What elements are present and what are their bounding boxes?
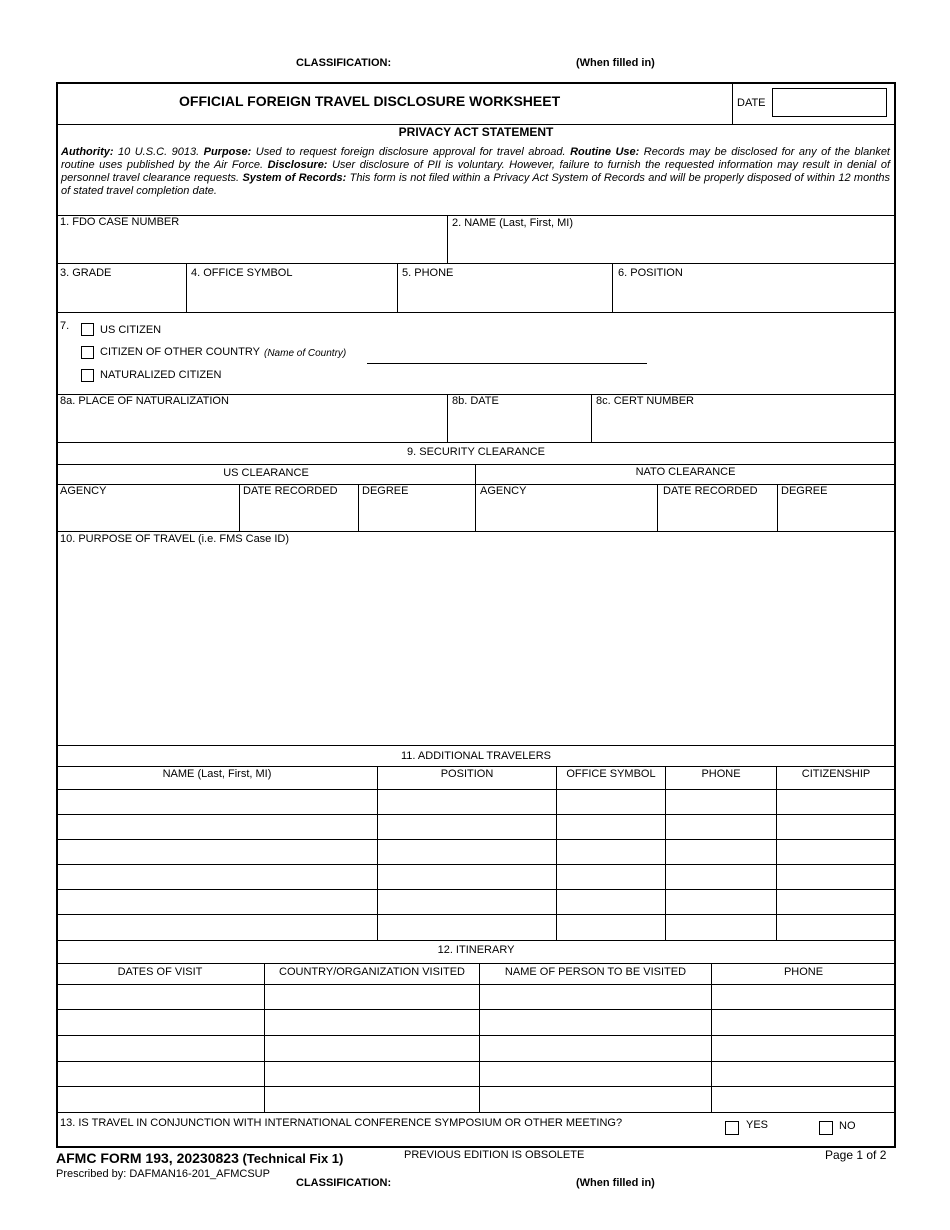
itinerary-2-country-input[interactable] bbox=[268, 1012, 476, 1032]
traveler-6-citizenship-input[interactable] bbox=[779, 917, 892, 937]
phone-label: 5. PHONE bbox=[402, 267, 454, 279]
travelers-col-office-symbol: OFFICE SYMBOL bbox=[566, 768, 656, 780]
traveler-4-office-symbol-input[interactable] bbox=[559, 867, 662, 887]
itinerary-3-dates-input[interactable] bbox=[60, 1038, 260, 1058]
form-title: OFFICIAL FOREIGN TRAVEL DISCLOSURE WORKSHEET bbox=[179, 93, 561, 109]
naturalization-date-input[interactable] bbox=[452, 412, 587, 438]
itinerary-1-dates-input[interactable] bbox=[60, 987, 260, 1007]
grade-label: 3. GRADE bbox=[60, 267, 112, 279]
privacy-heading: PRIVACY ACT STATEMENT bbox=[398, 125, 554, 139]
itinerary-1-phone-input[interactable] bbox=[715, 987, 892, 1007]
previous-edition-notice: PREVIOUS EDITION IS OBSOLETE bbox=[404, 1149, 585, 1161]
traveler-3-position-input[interactable] bbox=[380, 842, 553, 862]
bottom-when-filled: (When filled in) bbox=[576, 1177, 655, 1189]
itinerary-5-person-input[interactable] bbox=[483, 1089, 708, 1109]
traveler-6-name-input[interactable] bbox=[60, 917, 374, 937]
traveler-5-office-symbol-input[interactable] bbox=[559, 892, 662, 912]
itinerary-col-person: NAME OF PERSON TO BE VISITED bbox=[504, 966, 687, 978]
itinerary-3-phone-input[interactable] bbox=[715, 1038, 892, 1058]
traveler-4-citizenship-input[interactable] bbox=[779, 867, 892, 887]
itinerary-2-dates-input[interactable] bbox=[60, 1012, 260, 1032]
travelers-col-name: NAME (Last, First, MI) bbox=[162, 768, 272, 780]
traveler-3-name-input[interactable] bbox=[60, 842, 374, 862]
us-date-recorded-input[interactable] bbox=[243, 502, 353, 526]
name-of-country-hint: (Name of Country) bbox=[264, 348, 347, 359]
traveler-1-position-input[interactable] bbox=[380, 792, 553, 812]
traveler-2-phone-input[interactable] bbox=[668, 817, 773, 837]
traveler-2-citizenship-input[interactable] bbox=[779, 817, 892, 837]
traveler-1-office-symbol-input[interactable] bbox=[559, 792, 662, 812]
us-degree-label: DEGREE bbox=[362, 485, 409, 497]
us-citizen-checkbox[interactable] bbox=[81, 323, 94, 336]
privacy-statement: Authority: 10 U.S.C. 9013. Purpose: Used to request foreign disclosure approval for travel abroad. Routine Use: Records may be disclosed for any of the blanket routine uses published by the Air Force. Disclosure: User disclosure of PII is voluntary. However, failure to furnish the requested information may result in denial of personnel travel clearance requests. System of Records: This form is not filed within a Privacy Act System of Records and will be properly disposed of within 12 months of stated travel completion date. bbox=[61, 146, 890, 197]
cert-number-input[interactable] bbox=[596, 412, 890, 438]
name-label: 2. NAME (Last, First, MI) bbox=[452, 217, 574, 229]
itinerary-5-dates-input[interactable] bbox=[60, 1089, 260, 1109]
us-agency-input[interactable] bbox=[61, 502, 233, 526]
traveler-3-citizenship-input[interactable] bbox=[779, 842, 892, 862]
fdo-case-number-label: 1. FDO CASE NUMBER bbox=[60, 216, 180, 228]
traveler-2-position-input[interactable] bbox=[380, 817, 553, 837]
country-name-input[interactable] bbox=[367, 347, 647, 362]
traveler-5-position-input[interactable] bbox=[380, 892, 553, 912]
conference-question: 13. IS TRAVEL IN CONJUNCTION WITH INTERNATIONAL CONFERENCE SYMPOSIUM OR OTHER MEETING? bbox=[60, 1117, 623, 1129]
grade-input[interactable] bbox=[61, 283, 181, 309]
conference-yes-checkbox[interactable] bbox=[725, 1121, 739, 1135]
itinerary-col-phone: PHONE bbox=[783, 966, 824, 978]
top-classification-label: CLASSIFICATION: bbox=[296, 57, 392, 69]
office-symbol-label: 4. OFFICE SYMBOL bbox=[191, 267, 293, 279]
naturalized-citizen-label: NATURALIZED CITIZEN bbox=[100, 369, 222, 381]
itinerary-4-dates-input[interactable] bbox=[60, 1064, 260, 1084]
citizen-other-country-label: CITIZEN OF OTHER COUNTRY bbox=[100, 346, 260, 358]
traveler-2-office-symbol-input[interactable] bbox=[559, 817, 662, 837]
itinerary-1-country-input[interactable] bbox=[268, 987, 476, 1007]
itinerary-5-country-input[interactable] bbox=[268, 1089, 476, 1109]
naturalization-date-label: 8b. DATE bbox=[452, 395, 499, 407]
nato-degree-label: DEGREE bbox=[781, 485, 828, 497]
office-symbol-input[interactable] bbox=[191, 283, 391, 309]
itinerary-2-person-input[interactable] bbox=[483, 1012, 708, 1032]
nato-date-recorded-label: DATE RECORDED bbox=[663, 485, 758, 497]
traveler-1-citizenship-input[interactable] bbox=[779, 792, 892, 812]
traveler-3-phone-input[interactable] bbox=[668, 842, 773, 862]
naturalized-citizen-checkbox[interactable] bbox=[81, 369, 94, 382]
nato-agency-input[interactable] bbox=[480, 502, 652, 526]
prescribed-by: Prescribed by: DAFMAN16-201_AFMCSUP bbox=[56, 1168, 270, 1180]
itinerary-col-dates: DATES OF VISIT bbox=[117, 966, 203, 978]
purpose-of-travel-label: 10. PURPOSE OF TRAVEL (i.e. FMS Case ID) bbox=[60, 533, 290, 545]
itinerary-col-country: COUNTRY/ORGANIZATION VISITED bbox=[279, 966, 465, 978]
traveler-6-position-input[interactable] bbox=[380, 917, 553, 937]
itinerary-3-country-input[interactable] bbox=[268, 1038, 476, 1058]
us-citizen-label: US CITIZEN bbox=[100, 324, 162, 336]
bottom-classification-label: CLASSIFICATION: bbox=[296, 1177, 392, 1189]
itinerary-2-phone-input[interactable] bbox=[715, 1012, 892, 1032]
us-agency-label: AGENCY bbox=[60, 485, 107, 497]
traveler-6-office-symbol-input[interactable] bbox=[559, 917, 662, 937]
traveler-5-citizenship-input[interactable] bbox=[779, 892, 892, 912]
itinerary-4-country-input[interactable] bbox=[268, 1064, 476, 1084]
name-input[interactable] bbox=[452, 233, 890, 259]
nato-clearance-heading: NATO CLEARANCE bbox=[635, 466, 736, 478]
us-clearance-heading: US CLEARANCE bbox=[223, 467, 309, 479]
conference-no-checkbox[interactable] bbox=[819, 1121, 833, 1135]
us-degree-input[interactable] bbox=[362, 502, 470, 526]
us-date-recorded-label: DATE RECORDED bbox=[243, 485, 338, 497]
conference-no-label: NO bbox=[839, 1120, 856, 1132]
travelers-col-phone: PHONE bbox=[701, 768, 741, 780]
traveler-4-name-input[interactable] bbox=[60, 867, 374, 887]
date-label: DATE bbox=[737, 97, 766, 109]
nato-degree-input[interactable] bbox=[781, 502, 890, 526]
traveler-5-phone-input[interactable] bbox=[668, 892, 773, 912]
citizen-other-country-checkbox[interactable] bbox=[81, 346, 94, 359]
position-label: 6. POSITION bbox=[618, 267, 683, 279]
top-when-filled: (When filled in) bbox=[576, 57, 655, 69]
nato-agency-label: AGENCY bbox=[480, 485, 527, 497]
additional-travelers-heading: 11. ADDITIONAL TRAVELERS bbox=[401, 750, 551, 762]
travelers-col-citizenship: CITIZENSHIP bbox=[801, 768, 871, 780]
date-input[interactable] bbox=[772, 88, 887, 117]
itinerary-5-phone-input[interactable] bbox=[715, 1089, 892, 1109]
page-number: Page 1 of 2 bbox=[825, 1148, 887, 1162]
itinerary-heading: 12. ITINERARY bbox=[437, 944, 515, 956]
traveler-4-phone-input[interactable] bbox=[668, 867, 773, 887]
position-input[interactable] bbox=[618, 283, 890, 309]
nato-date-recorded-input[interactable] bbox=[663, 502, 771, 526]
itinerary-4-person-input[interactable] bbox=[483, 1064, 708, 1084]
cert-number-label: 8c. CERT NUMBER bbox=[596, 395, 695, 407]
conference-yes-label: YES bbox=[746, 1119, 769, 1131]
fdo-case-number-input[interactable] bbox=[61, 233, 441, 259]
traveler-3-office-symbol-input[interactable] bbox=[559, 842, 662, 862]
itinerary-3-person-input[interactable] bbox=[483, 1038, 708, 1058]
traveler-1-name-input[interactable] bbox=[60, 792, 374, 812]
itinerary-4-phone-input[interactable] bbox=[715, 1064, 892, 1084]
itinerary-1-person-input[interactable] bbox=[483, 987, 708, 1007]
traveler-6-phone-input[interactable] bbox=[668, 917, 773, 937]
place-naturalization-label: 8a. PLACE OF NATURALIZATION bbox=[60, 395, 229, 407]
place-naturalization-input[interactable] bbox=[61, 412, 441, 438]
security-clearance-heading: 9. SECURITY CLEARANCE bbox=[407, 446, 545, 458]
item-7-number: 7. bbox=[60, 320, 70, 332]
travelers-col-position: POSITION bbox=[440, 768, 494, 780]
phone-input[interactable] bbox=[402, 283, 607, 309]
traveler-1-phone-input[interactable] bbox=[668, 792, 773, 812]
traveler-4-position-input[interactable] bbox=[380, 867, 553, 887]
form-identifier: AFMC FORM 193, 20230823 (Technical Fix 1) bbox=[56, 1150, 344, 1166]
traveler-2-name-input[interactable] bbox=[60, 817, 374, 837]
purpose-of-travel-input[interactable] bbox=[61, 550, 890, 740]
traveler-5-name-input[interactable] bbox=[60, 892, 374, 912]
